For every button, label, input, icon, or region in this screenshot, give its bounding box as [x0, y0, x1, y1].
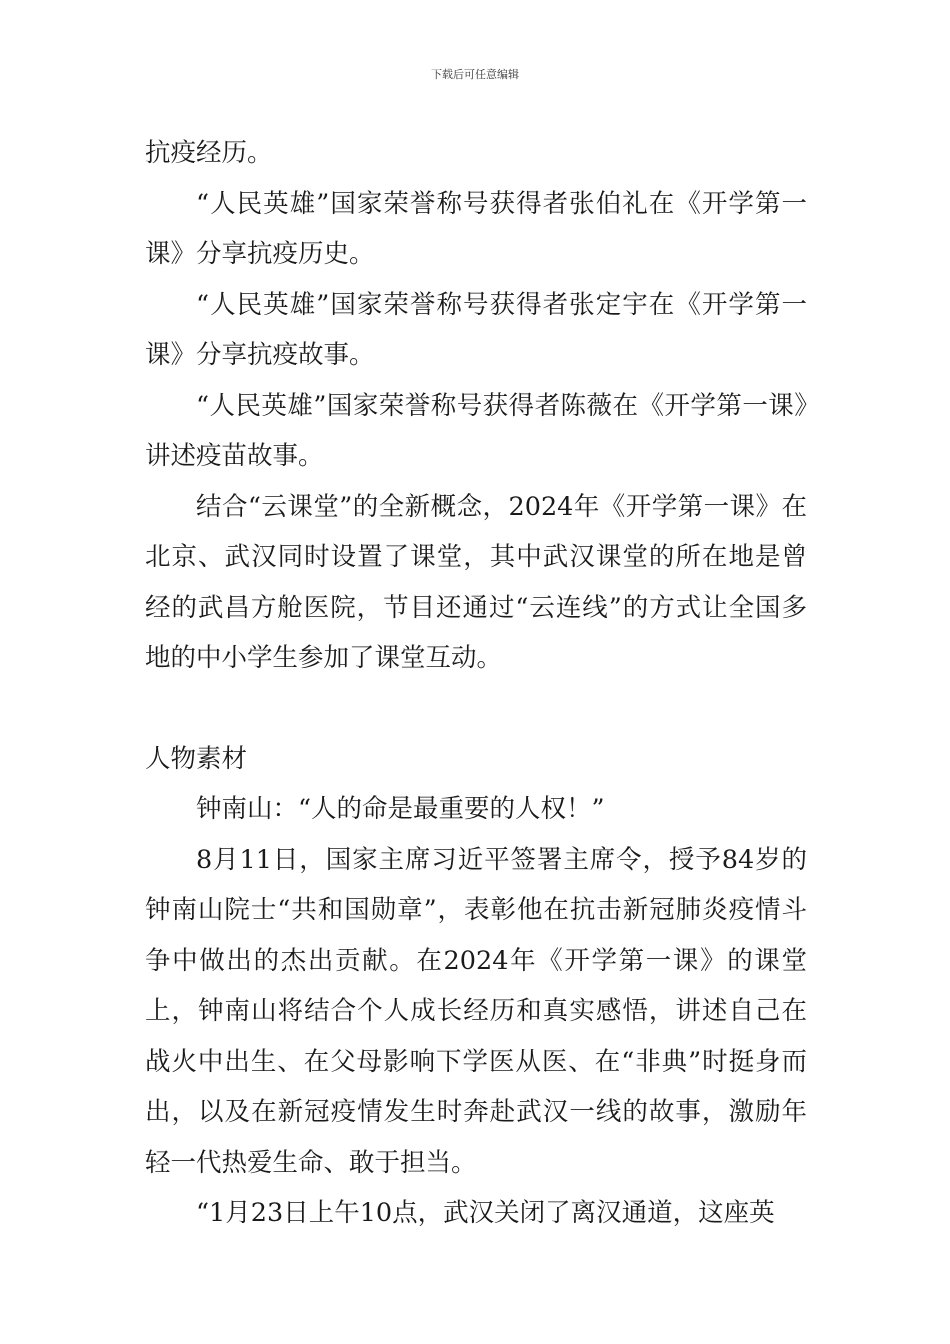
paragraph: 结合“云课堂”的全新概念，2024年《开学第一课》在北京、武汉同时设置了课堂，其中武汉课堂的所在地是曾经的武昌方舱医院，节目还通过“云连线”的方式让全国多地的中小学生参加了课堂互动。: [145, 491, 807, 673]
document-body: [145, 128, 807, 1239]
spacer: [145, 684, 807, 734]
paragraph: “1月23日上午10点，武汉关闭了离汉通道，这座英: [196, 1198, 775, 1228]
paragraph: 抗疫经历。: [145, 138, 273, 168]
paragraph: “人民英雄”国家荣誉称号获得者陈薇在《开学第一课》讲述疫苗故事。: [145, 390, 807, 471]
paragraph: “人民英雄”国家荣誉称号获得者张定宇在《开学第一课》分享抗疫故事。: [145, 289, 807, 370]
paragraph: “人民英雄”国家荣誉称号获得者张伯礼在《开学第一课》分享抗疫历史。: [145, 188, 807, 269]
paragraph: 8月11日，国家主席习近平签署主席令，授予84岁的钟南山院士“共和国勋章”，表彰他在抗击新冠肺炎疫情斗争中做出的杰出贡献。在2024年《开学第一课》的课堂上，钟南山将结合个人成长经历和真实感悟，讲述自己在战火中出生、在父母影响下学医从医、在“非典”时挺身而出，以及在新冠疫情发生时奔赴武汉一线的故事，激励年轻一代热爱生命、敢于担当。: [145, 844, 807, 1178]
section-title: 人物素材: [145, 743, 248, 774]
paragraph: 钟南山：“人的命是最重要的人权！”: [196, 794, 605, 824]
header-note: 下载后可任意编辑: [431, 68, 519, 81]
